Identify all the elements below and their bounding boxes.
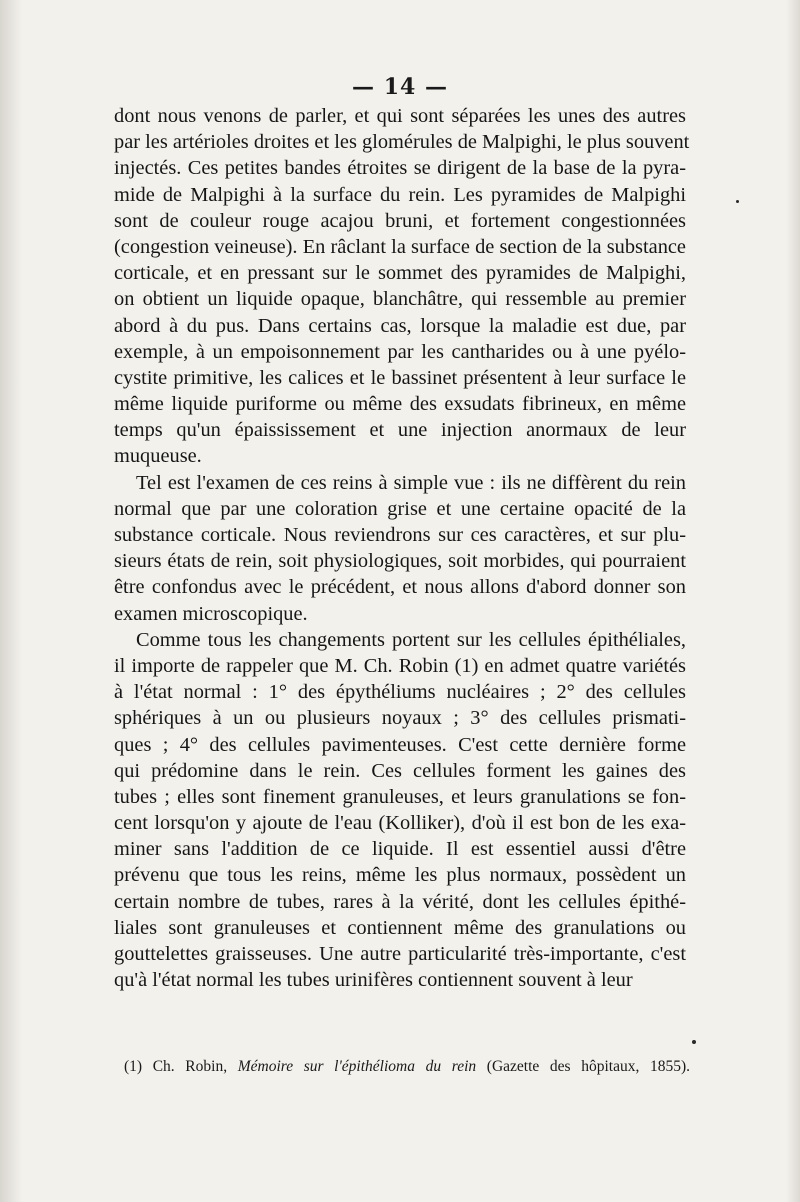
paragraph-2 xyxy=(114,470,686,627)
text-line: à l'état normal : 1° des épythéliums nucléaires ; 2° des cellules xyxy=(114,681,686,704)
text-line: sieurs états de rein, soit physiologiques, soit morbides, qui pourraient xyxy=(114,550,686,573)
text-line: injectés. Ces petites bandes étroites se dirigent de la base de la pyra- xyxy=(114,157,686,180)
footnote-title: Mémoire sur l'épithélioma du rein xyxy=(237,1058,477,1075)
text-line: normal que par une coloration grise et une certaine opacité de la xyxy=(114,497,686,520)
text-line: sont de couleur rouge acajou bruni, et fortement congestionnées xyxy=(114,209,686,232)
text-line: cent lorsqu'on y ajoute de l'eau (Kolliker), d'où il est bon de les exa- xyxy=(114,812,686,835)
text-line: mide de Malpighi à la surface du rein. Les pyramides de Malpighi xyxy=(114,183,686,206)
text-line: on obtient un liquide opaque, blanchâtre, qui ressemble au premier xyxy=(114,288,686,311)
text-line: Comme tous les changements portent sur les cellules épithéliales, xyxy=(136,628,686,651)
text-line: examen microscopique. xyxy=(114,602,308,625)
page-right-shadow xyxy=(786,0,800,1202)
text-line: sphériques à un ou plusieurs noyaux ; 3° des cellules prismati- xyxy=(114,707,686,730)
ink-speck xyxy=(692,1040,696,1044)
page-number: — 14 — xyxy=(352,74,448,100)
text-line: exemple, à un empoisonnement par les cantharides ou à une pyélo- xyxy=(114,340,686,363)
text-line: prévenu que tous les reins, même les plus normaux, possèdent un xyxy=(114,864,686,887)
paragraph-3 xyxy=(114,627,686,994)
text-line: Tel est l'examen de ces reins à simple vue : ils ne diffèrent du rein xyxy=(136,471,686,494)
text-line: tubes ; elles sont finement granuleuses, et leurs granulations se fon- xyxy=(114,785,686,808)
text-line: même liquide puriforme ou même des exsudats fibrineux, en même xyxy=(114,393,686,416)
text-line: substance corticale. Nous reviendrons sur ces caractères, et sur plu- xyxy=(114,524,686,546)
text-line: qu'à l'état normal les tubes urinifères contiennent souvent à leur xyxy=(114,969,633,992)
paragraph-1 xyxy=(114,103,690,470)
text-line: temps qu'un épaississement et une injection anormaux de leur xyxy=(114,419,686,442)
footnote xyxy=(124,1058,690,1076)
text-line: liales sont granuleuses et contiennent même des granulations ou xyxy=(114,916,686,939)
text-line: miner sans l'addition de ce liquide. Il est essentiel aussi d'être xyxy=(114,838,686,861)
text-line: qui prédomine dans le rein. Ces cellules forment les gaines des xyxy=(114,759,686,782)
text-line: il importe de rappeler que M. Ch. Robin (1) en admet quatre variétés xyxy=(114,654,686,677)
text-line: certain nombre de tubes, rares à la vérité, dont les cellules épithé- xyxy=(114,890,686,913)
ink-speck xyxy=(736,200,739,203)
page-left-shadow xyxy=(0,0,22,1202)
text-line: ques ; 4° des cellules pavimenteuses. C'est cette dernière forme xyxy=(114,733,686,756)
footnote-marker: (1) Ch. Robin, xyxy=(124,1058,228,1075)
text-line: être confondus avec le précédent, et nous allons d'abord donner son xyxy=(114,576,686,599)
footnote-source: (Gazette des hôpitaux, 1855). xyxy=(486,1058,691,1075)
text-line: gouttelettes graisseuses. Une autre particularité très-importante, c'est xyxy=(114,943,686,965)
text-line: dont nous venons de parler, et qui sont séparées les unes des autres xyxy=(114,105,686,127)
text-line: abord à du pus. Dans certains cas, lorsque la maladie est due, par xyxy=(114,314,686,337)
text-line: par les artérioles droites et les glomérules de Malpighi, le plus souvent xyxy=(114,131,690,154)
body-text xyxy=(114,103,690,993)
text-line: cystite primitive, les calices et le bassinet présentent à leur surface le xyxy=(114,366,686,389)
text-line: (congestion veineuse). En râclant la surface de section de la substance xyxy=(114,235,686,258)
text-line: corticale, et en pressant sur le sommet des pyramides de Malpighi, xyxy=(114,262,686,285)
text-line: muqueuse. xyxy=(114,445,202,468)
